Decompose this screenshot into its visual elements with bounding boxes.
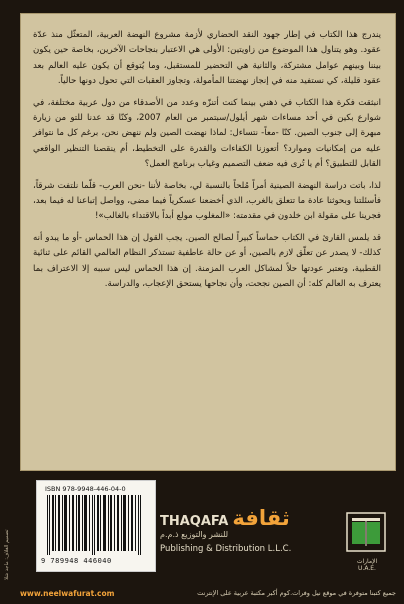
synopsis-paragraph-2: انبثقت فكرة هذا الكتاب في ذهني بينما كنت أتنزّه وعدد من الأصدقاء من دول عربية مختلفة، في شوارع بكين في أحد مساءات شهر أيلول/سبتمبر من العام 2007، وكنّا قد عدنا للتو من زيارة مبهرة إلى جنوب الصين. كنّا -معاً- نتساءل: لماذا نهضت الصين ولم ننهض نحن، برغم كل ما نتوافر عليه من إمكانيات وموارد؟ أتعوزنا الكفاءات والقدرة على التخطيط، أم ينقصنا التنظير الواقعي القابل للتطبيق؟ أم يا تُرى فيه ضعف التصميم وغياب برنامج العمل؟ [33, 97, 381, 170]
cover-credit: تصميم الغلاف: ماجد شلا [4, 529, 10, 580]
publisher-brand [160, 506, 290, 528]
publisher-tagline-arabic: للنشر والتوزيع ذ.م.م [160, 530, 229, 539]
publisher-name-latin: THAQAFA [160, 514, 229, 529]
synopsis-panel [20, 13, 396, 471]
emblem-label: الإمارات U.A.E. [356, 558, 378, 572]
barcode-icon [45, 495, 145, 555]
footer [20, 586, 396, 600]
barcode-number: 9 789948 446040 [41, 557, 112, 565]
publisher-logo [156, 506, 396, 578]
synopsis-paragraph-4: قد يلمس القارئ في الكتاب حماساً كبيراً لصالح الصين. يجب القول إن هذا الحماس -أو ما يبدو أنه كذلك- لا يصدر عن تعلّق لازم بالصين، أو عن حالة عاطفية تستذكر النظام العالمي القائم على ثنائية القطبية، وتعتبر عودتها حلاً لمشاكل العرب المزمنة. إن هذا الحماس ليس سببه إلا الاعتراف بما يعترف به العالم كله: أن الصين نجحت، وأن نجاحها يستحق الإعجاب، والدراسة. [33, 232, 381, 290]
synopsis-paragraph-3: لذا، باتت دراسة النهضة الصينية أمراً مُلحاً بالنسبة لي، بخاصة لأننا -نحن العرب- قلّما نلتفت شرقاً، فأسئلتنا وبحوثنا عادة ما تتعلق بالغرب، الذي أخضعنا عسكرياً فيما مضى، وواصل إتباعنا له فيما بعد، فجرينا على مقولة ابن خلدون في مقدمته: «المغلوب مولع أبداً بالاقتداء بالغالب»! [33, 180, 381, 222]
publisher-name-arabic: ثقافة [232, 506, 290, 530]
bottom-area [20, 474, 396, 584]
footer-note: جميع كتبنا متوفرة في موقع نيل وفرات.كوم أكبر مكتبة عربية على الإنترنت [197, 589, 396, 597]
isbn-barcode-box [36, 480, 156, 572]
publisher-tagline-english: Publishing & Distribution L.L.C. [160, 544, 292, 554]
isbn-text: ISBN 978-9948-446-04-0 [45, 485, 126, 493]
synopsis-paragraph-1: يندرج هذا الكتاب في إطار جهود النقد الحضاري لأزمة مشروع النهضة العربية، المتعثّل منذ عدّة عقود. وهو يتناول هذا الموضوع من زاويتين: الأولى هي الاعتبار بنجاحات الآخرين، بخاصة حين يكون بيننا وبينهم عوامل مشتركة، والثانية هي التحضير للمستقبل، وما يُتوقع أن يكون عليه العالم بعد عقود قليلة، كي نستفيد منه في إنجاز نهضتنا المأمولة، وتجاوز العقبات التي تحول دونها حالياً. [33, 30, 381, 87]
website-link[interactable]: www.neelwafurat.com [20, 588, 115, 598]
book-emblem-icon [346, 512, 386, 558]
